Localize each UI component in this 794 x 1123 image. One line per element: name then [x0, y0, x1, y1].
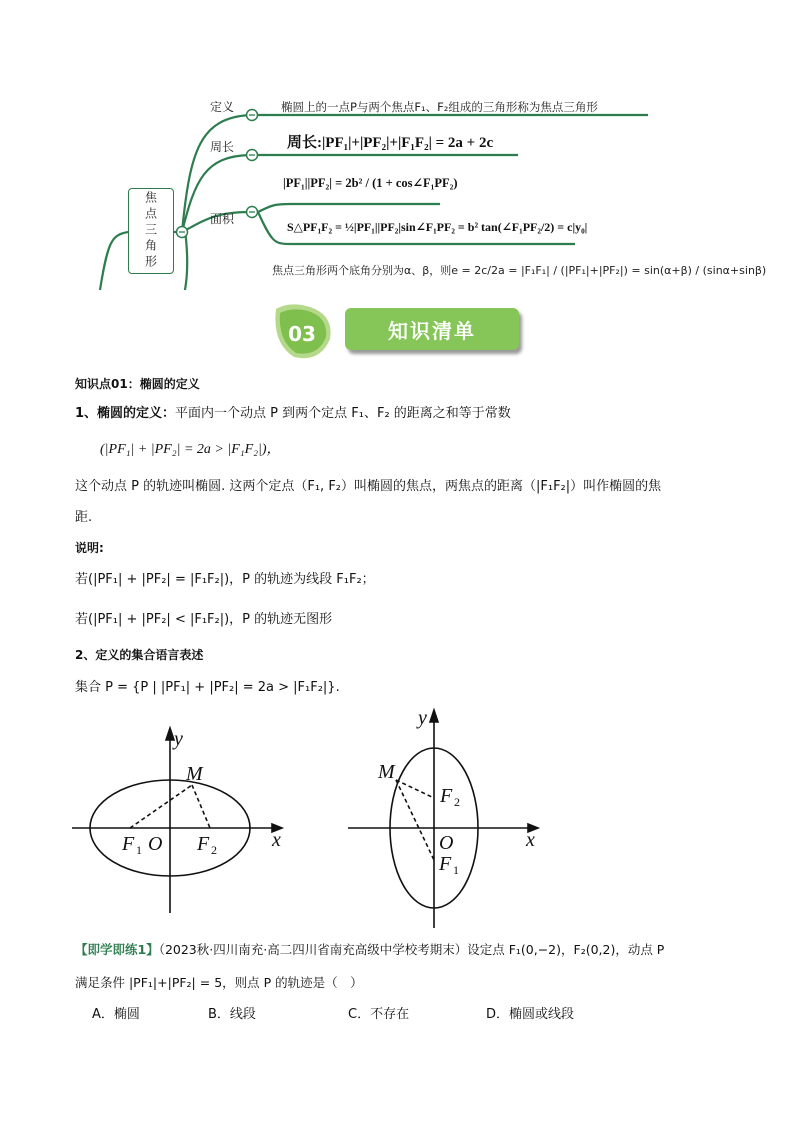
knowledge-point-title: 知识点01：椭圆的定义	[75, 377, 200, 391]
note-2: 若(|PF₁| + |PF₂| < |F₁F₂|)，P 的轨迹无图形	[75, 612, 333, 627]
set-definition-title: 2、定义的集合语言表述	[75, 648, 204, 662]
section-title: 知识清单	[345, 308, 519, 350]
label-y: y	[174, 728, 183, 750]
definition-line	[75, 404, 511, 424]
definition-title: 1、椭圆的定义：	[75, 406, 176, 421]
svg-text:1: 1	[453, 863, 459, 877]
label-M: M	[378, 761, 395, 783]
svg-text:1: 1	[136, 843, 142, 857]
label-F2: F	[197, 833, 210, 855]
perimeter-formula: 周长:|PF₁|+|PF₂|+|F₁F₂| = 2a + 2c	[287, 135, 494, 151]
note-1: 若(|PF₁| + |PF₂| = |F₁F₂|)，P 的轨迹为线段 F₁F₂；	[75, 572, 375, 587]
label-F1: F	[122, 833, 135, 855]
area-formula-3: 焦点三角形两个底角分别为α、β，则e = 2c/2a = |F₁F₁| / (|PF₁|+|PF₂|) = sin(α+β) / (sinα+sinβ)	[272, 264, 767, 277]
option-c[interactable]: C．不存在	[348, 1007, 410, 1022]
note-title: 说明:	[75, 541, 104, 555]
set-definition-formula: 集合 P = {P | |PF₁| + |PF₂| = 2a > |F₁F₂|}.	[75, 680, 340, 695]
ellipse-figure-horizontal	[60, 718, 300, 918]
definition-text-3: 距.	[75, 510, 93, 525]
exercise-text-1: 设定点 F₁(0,−2)，F₂(0,2)，动点 P	[467, 942, 665, 957]
exercise-text-2: 满足条件 |PF₁|+|PF₂| = 5，则点 P 的轨迹是（ ）	[75, 975, 363, 990]
section-number: 03	[288, 322, 316, 346]
svg-text:2: 2	[211, 843, 217, 857]
label-O: O	[439, 832, 454, 854]
label-O: O	[148, 833, 163, 855]
branch-label-perimeter: 周长	[210, 140, 235, 154]
exercise-line-1	[75, 940, 664, 960]
area-formula-1: |PF₁||PF₂| = 2b² / (1 + cos∠F₁PF₂)	[283, 176, 458, 190]
option-d[interactable]: D．椭圆或线段	[486, 1007, 575, 1022]
mindmap	[0, 0, 794, 300]
exercise-tag: 【即学即练1】	[75, 942, 159, 957]
exercise-source: （2023秋·四川南充·高二四川省南充高级中学校考期末）	[158, 942, 468, 957]
area-formula-2: S△PF₁F₂ = ½|PF₁||PF₂|sin∠F₁PF₂ = b² tan(∠F₁PF₂/2) = c|y₀|	[287, 220, 588, 234]
branch-label-area: 面积	[210, 212, 235, 226]
label-M: M	[186, 763, 203, 785]
mindmap-center-node[interactable]: 焦点三角形	[128, 188, 174, 274]
definition-formula: (|PF₁| + |PF₂| = 2a > |F₁F₂|)，	[100, 442, 281, 457]
label-x: x	[272, 829, 281, 851]
branch-text-definition: 椭圆上的一点P与两个焦点F₁、F₂组成的三角形称为焦点三角形	[281, 100, 598, 114]
label-y: y	[418, 707, 427, 729]
label-x: x	[526, 829, 535, 851]
definition-text-2: 这个动点 P 的轨迹叫椭圆. 这两个定点（F₁, F₂）叫椭圆的焦点，两焦点的距离（|F₁F₂|）叫作椭圆的焦	[75, 479, 662, 494]
svg-text:2: 2	[454, 795, 460, 809]
branch-label-definition: 定义	[210, 100, 235, 114]
label-F2: F	[440, 785, 453, 807]
option-a[interactable]: A．椭圆	[92, 1007, 140, 1022]
section-number-badge	[272, 303, 334, 361]
ellipse-figure-vertical	[340, 700, 550, 935]
label-F1: F	[439, 853, 452, 875]
definition-text: 平面内一个动点 P 到两个定点 F₁、F₂ 的距离之和等于常数	[175, 406, 511, 421]
option-b[interactable]: B．线段	[208, 1007, 256, 1022]
